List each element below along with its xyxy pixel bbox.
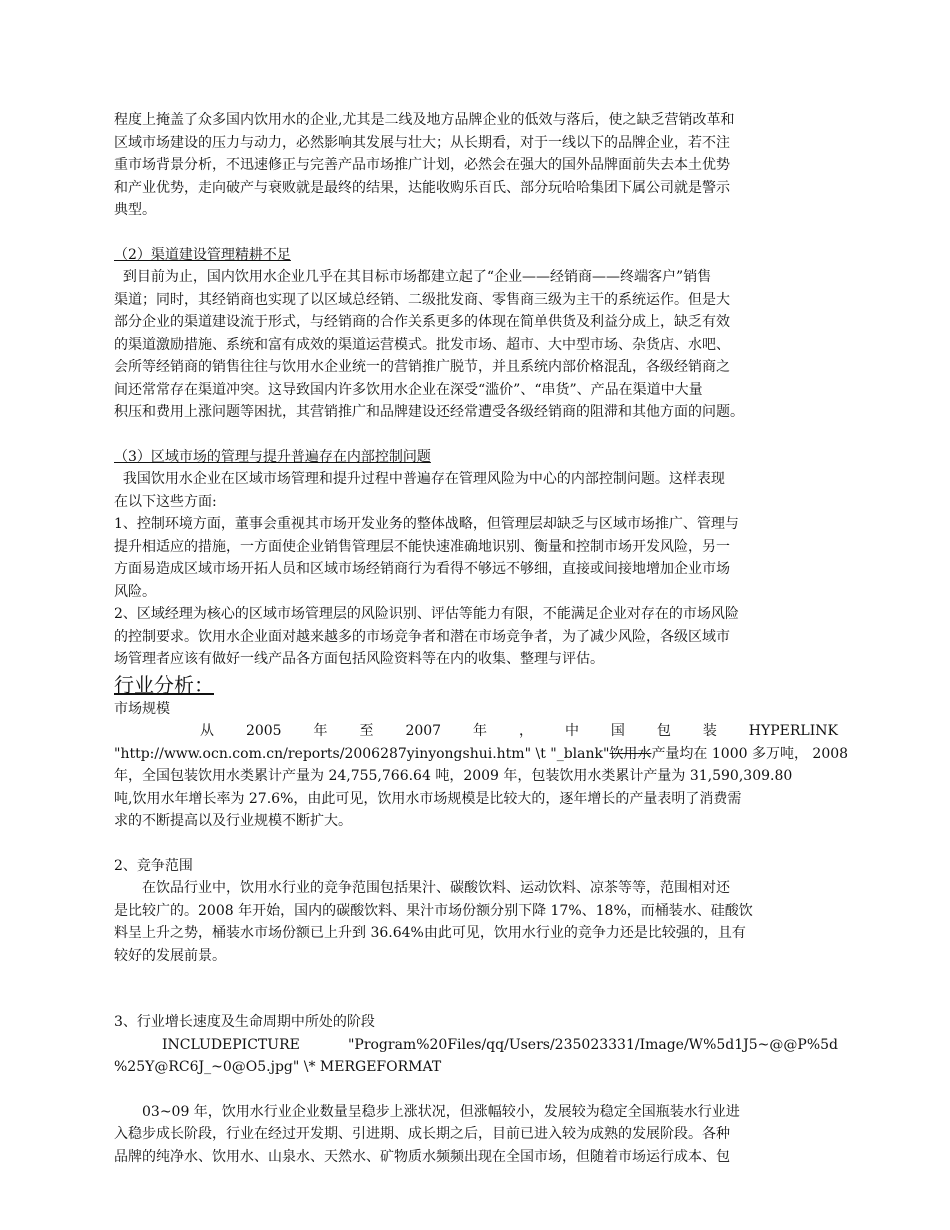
spacer bbox=[114, 1079, 838, 1101]
hyperlink-field-line bbox=[114, 743, 849, 766]
field-code-includepicture: INCLUDEPICTURE bbox=[162, 1036, 300, 1053]
text-line: 风险。 bbox=[114, 583, 156, 600]
text-line: 程度上掩盖了众多国内饮用水的企业,尤其是二线及地方品牌企业的低效与落后，使之缺乏营销改革和 bbox=[114, 112, 735, 128]
text-line: 我国饮用水企业在区域市场管理和提升过程中普遍存在管理风险为中心的内部控制问题。这样表现 bbox=[114, 471, 725, 487]
word: 2007 bbox=[405, 723, 442, 739]
text-fragment: 产量均在 1000 多万吨， 2008 bbox=[651, 745, 849, 762]
text-line: 较好的发展前景。 bbox=[114, 947, 226, 964]
text-line: 03~09 年，饮用水行业企业数量呈稳步上涨状况，但涨幅较小，发展较为稳定全国瓶装水行业进 bbox=[142, 1103, 740, 1120]
text-line: 和产业优势，走向破产与衰败就是最终的结果，达能收购乐百氏、部分玩哈哈集团下属公司就是警示 bbox=[114, 179, 730, 196]
text-line: 在以下这些方面: bbox=[114, 493, 217, 510]
text-line: 求的不断提高以及行业规模不断扩大。 bbox=[114, 813, 352, 829]
text-line: 方面易造成区域市场开拓人员和区域市场经销商行为看得不够远不够细，直接或间接地增加企业市场 bbox=[114, 561, 730, 577]
text-line: 重市场背景分析，不迅速修正与完善产品市场推广计划，必然会在强大的国外品牌面前失去本土优势 bbox=[114, 157, 730, 173]
growth-heading: 3、行业增长速度及生命周期中所处的阶段 bbox=[114, 1014, 375, 1030]
text-line: 部分企业的渠道建设流于形式，与经销商的合作关系更多的体现在简单供货及利益分成上，缺乏有效 bbox=[114, 314, 730, 330]
hyperlink-field-code[interactable]: "http://www.ocn.com.cn/reports/2006287yinyongshui.htm" \t "_blank" bbox=[114, 745, 610, 762]
text-line: 的渠道激励措施、系统和富有成效的渠道运营模式。批发市场、超市、大中型市场、杂货店、水吧、 bbox=[114, 336, 730, 353]
text-line: 吨,饮用水年增长率为 27.6%，由此可见，饮用水市场规模是比较大的，逐年增长的产量表明了消费需 bbox=[114, 790, 742, 807]
text-line: 到目前为止，国内饮用水企业几乎在其目标市场都建立起了“企业——经销商——终端客户”销售 bbox=[114, 269, 712, 285]
word: ， bbox=[519, 723, 533, 739]
word: 年 bbox=[313, 723, 328, 739]
market-size-paragraph bbox=[114, 765, 838, 833]
text-line: 年，全国包装饮用水类累计产量为 24,755,766.64 吨，2009 年，包装饮用水类累计产量为 31,590,309.80 bbox=[114, 768, 793, 784]
text-line: 1、控制环境方面，董事会重视其市场开发业务的整体战略，但管理层却缺乏与区域市场推广、管理与 bbox=[114, 516, 739, 532]
word: 至 bbox=[359, 723, 374, 739]
word: 国 bbox=[610, 723, 625, 739]
text-line: 入稳步成长阶段，行业在经过开发期、引进期、成长期之后，目前已进入较为成熟的发展阶段。各种 bbox=[114, 1126, 730, 1142]
text-line: 会所等经销商的销售往往与饮用水企业统一的营销推广脱节，并且系统内部价格混乱，各级经销商之 bbox=[114, 359, 730, 375]
document-page bbox=[114, 109, 849, 1168]
word: 2005 bbox=[245, 723, 282, 739]
market-size-label: 市场规模 bbox=[114, 700, 170, 717]
text-line: 是比较广的。2008 年开始，国内的碳酸饮料、果汁市场份额分别下降 17%、18%，而桶装水、硅酸饮 bbox=[114, 902, 753, 919]
channel-paragraph bbox=[114, 266, 838, 424]
text-line: 在饮品行业中，饮用水行业的竞争范围包括果汁、碳酸饮料、运动饮料、凉茶等等，范围相对还 bbox=[142, 880, 730, 896]
word: 中 bbox=[564, 723, 579, 739]
word: 装 bbox=[702, 723, 717, 739]
field-code-path: "Program%20Files/qq/Users/235023331/Image/W%5d1J5~@@P%5d bbox=[347, 1036, 838, 1053]
spacer bbox=[114, 222, 838, 244]
section-heading-regional-control: （3）区域市场的管理与提升普遍存在内部控制问题 bbox=[114, 448, 431, 465]
section-heading-channel: （2）渠道建设管理精耕不足 bbox=[114, 246, 291, 263]
spacer bbox=[114, 833, 838, 855]
text-line: 提升相适应的措施，一方面使企业销售管理层不能快速准确地识别、衡量和控制市场开发风险，另一 bbox=[114, 538, 730, 555]
includepicture-field-line bbox=[114, 1034, 838, 1057]
market-size-spread-line bbox=[114, 720, 838, 743]
text-line: 2、区域经理为核心的区域市场管理层的风险识别、评估等能力有限，不能满足企业对存在的市场风险 bbox=[114, 606, 739, 622]
text-line: 间还常常存在渠道冲突。这导致国内许多饮用水企业在深受“滥价”、“串货”、产品在渠道中大量 bbox=[114, 381, 703, 398]
text-line: 积压和费用上涨问题等困扰，其营销推广和品牌建设还经常遭受各级经销商的阻滞和其他方面的问题。 bbox=[114, 404, 744, 420]
industry-analysis-title: 行业分析： bbox=[114, 672, 214, 697]
text-line: 料呈上升之势，桶装水市场份额已上升到 36.64%由此可见，饮用水行业的竞争力还是比较强的，且有 bbox=[114, 925, 746, 941]
competition-paragraph bbox=[114, 877, 838, 967]
word: 年 bbox=[473, 723, 488, 739]
growth-paragraph bbox=[114, 1101, 838, 1169]
spacer bbox=[114, 424, 838, 446]
regional-control-paragraph bbox=[114, 468, 838, 671]
word: 从 bbox=[200, 723, 214, 739]
text-line: 典型。 bbox=[114, 202, 156, 218]
text-line: 区域市场建设的压力与动力，必然影响其发展与壮大；从长期看，对于一线以下的品牌企业，若不注 bbox=[114, 134, 730, 151]
text-line: 品牌的纯净水、饮用水、山泉水、天然水、矿物质水频频出现在全国市场，但随着市场运行成本、包 bbox=[114, 1148, 730, 1165]
struck-text: 饮用水 bbox=[609, 745, 652, 762]
field-code-hyperlink: HYPERLINK bbox=[748, 723, 838, 739]
intro-paragraph bbox=[114, 109, 838, 222]
text-line: 场管理者应该有做好一线产品各方面包括风险资料等在内的收集、整理与评估。 bbox=[114, 651, 604, 667]
text-line: 的控制要求。饮用水企业面对越来越多的市场竞争者和潜在市场竞争者，为了减少风险，各级区域市 bbox=[114, 628, 730, 645]
word: 包 bbox=[656, 723, 671, 739]
field-code-tail: %25Y@RC6J_~0@O5.jpg" \* MERGEFORMAT bbox=[114, 1059, 442, 1075]
spacer bbox=[114, 967, 838, 1011]
text-line: 渠道；同时，其经销商也实现了以区域总经销、二级批发商、零售商三级为主干的系统运作。但是大 bbox=[114, 291, 730, 308]
competition-heading: 2、竞争范围 bbox=[114, 857, 193, 874]
